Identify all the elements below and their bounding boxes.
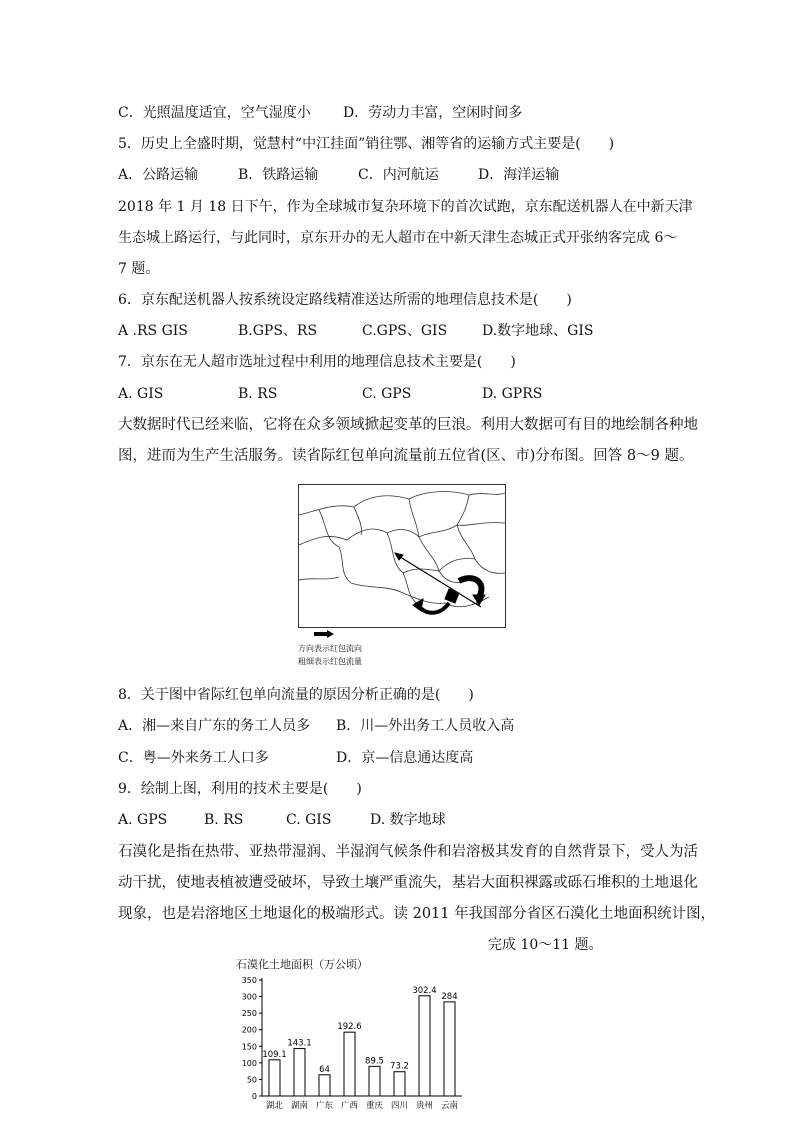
q4-option-d: D．劳动力丰富，空闲时间多 [343, 105, 523, 121]
x-tick-label: 广西 [340, 1101, 359, 1111]
passage3-line1: 石漠化是指在热带、亚热带湿润、半湿润气候条件和岩溶极其发育的自然背景下，受人为活 [118, 844, 698, 860]
q8-option-d: D．京—信息通达度高 [336, 750, 474, 766]
x-tick-label: 湖南 [290, 1101, 309, 1111]
q5-option-b: B．铁路运输 [238, 167, 319, 183]
x-tick-label: 湖北 [265, 1101, 284, 1111]
passage3-line4: 完成 10～11 题。 [488, 937, 603, 953]
q7-option-b: B. RS [238, 386, 278, 402]
q6-option-c: C.GPS、GIS [362, 323, 448, 339]
bar-value-label: 109.1 [262, 1049, 287, 1060]
q9-option-d: D. 数字地球 [370, 812, 446, 828]
bar [444, 1002, 455, 1096]
bar [294, 1049, 305, 1096]
q5-stem: 5．历史上全盛时期，觉慧村“中江挂面”销往鄂、湘等省的运输方式主要是( ) [118, 136, 615, 152]
q8-option-a: A．湘—来自广东的务工人员多 [118, 718, 311, 734]
q7-stem: 7．京东在无人超市选址过程中利用的地理信息技术主要是( ) [118, 354, 516, 370]
bar-value-label: 192.6 [337, 1022, 362, 1033]
q5-option-c: C．内河航运 [358, 167, 439, 183]
q6-option-b: B.GPS、RS [238, 323, 318, 339]
bar [269, 1060, 280, 1096]
q6-option-d: D.数字地球、GIS [482, 323, 594, 339]
bar [344, 1032, 355, 1096]
red-envelope-flow-map [298, 484, 506, 628]
y-tick-label: 250 [241, 1009, 257, 1019]
bar-value-label: 143.1 [287, 1038, 312, 1049]
boundary-west [319, 510, 351, 583]
boundary-inner-3 [457, 495, 469, 525]
q9-option-a: A. GPS [118, 812, 168, 828]
y-tick-label: 100 [241, 1058, 257, 1068]
q8-option-c: C．粤—外来务工人口多 [118, 750, 269, 766]
boundary-southwest [387, 533, 419, 605]
boundary-inner-4 [299, 577, 339, 580]
map-legend-width: 粗细表示红包流量 [298, 657, 362, 666]
legend-arrow-icon [314, 630, 334, 638]
boundary-inner-2 [354, 507, 362, 535]
boundary-east [457, 525, 505, 573]
q7-option-a: A. GIS [118, 386, 164, 402]
bar [419, 996, 430, 1096]
chart-title: 石漠化土地面积（万公顷） [236, 958, 368, 971]
q6-stem: 6．京东配送机器人按系统设定路线精准送达所需的地理信息技术是( ) [118, 292, 572, 308]
passage2-line2: 图，进而为生产生活服务。读省际红包单向流量前五位省(区、市)分布图。回答 8～9 题。 [118, 448, 694, 464]
q9-option-c: C. GIS [286, 812, 332, 828]
flow-arrow-thin [397, 555, 481, 607]
q8-stem: 8．关于图中省际红包单向流量的原因分析正确的是( ) [118, 687, 474, 703]
y-tick-label: 50 [246, 1075, 257, 1085]
q4-option-c: C．光照温度适宜，空气湿度小 [118, 105, 311, 121]
y-tick-label: 300 [241, 992, 257, 1002]
bar-value-label: 284 [441, 991, 458, 1002]
x-tick-label: 贵州 [415, 1101, 434, 1111]
map-drawing [299, 485, 505, 627]
bar [369, 1066, 380, 1096]
q7-option-c: C. GPS [362, 386, 412, 402]
x-tick-label: 重庆 [365, 1101, 384, 1111]
boundary-inner-5 [439, 559, 475, 572]
q6-option-a: A .RS GIS [118, 323, 188, 339]
bar-value-label: 89.5 [365, 1056, 384, 1067]
y-tick-label: 200 [241, 1025, 257, 1035]
boundary-north [299, 492, 505, 515]
q7-option-d: D. GPRS [482, 386, 543, 402]
bar-value-label: 73.2 [390, 1061, 409, 1072]
passage2-line1: 大数据时代已经来临，它将在众多领域掀起变革的巨浪。利用大数据可有目的地绘制各种地 [118, 417, 698, 433]
flow-arrow-thick-1 [459, 578, 481, 597]
q9-option-b: B. RS [204, 812, 244, 828]
passage1-line3: 7 题。 [118, 261, 160, 277]
bar [319, 1075, 330, 1096]
boundary-central [299, 523, 505, 545]
y-tick-label: 0 [251, 1092, 257, 1101]
q5-option-a: A．公路运输 [118, 167, 199, 183]
rocky-desertification-bar-chart [232, 972, 472, 1122]
bar [394, 1072, 405, 1096]
q5-option-d: D．海洋运输 [478, 167, 560, 183]
passage3-line2: 动干扰，使地表植被遭受破坏，导致土壤严重流失，基岩大面积裸露或砾石堆积的土地退化 [118, 875, 698, 891]
x-tick-label: 广东 [315, 1101, 334, 1111]
x-tick-label: 四川 [390, 1101, 409, 1111]
passage3-line3: 现象，也是岩溶地区土地退化的极端形式。读 2011 年我国部分省区石漠化土地面积统计图， [118, 906, 716, 922]
y-tick-label: 350 [241, 976, 257, 985]
passage1-line1: 2018 年 1 月 18 日下午，作为全球城市复杂环境下的首次试跑，京东配送机器人在中新天津 [118, 199, 693, 215]
flow-arrow-thin-head [395, 553, 403, 560]
passage1-line2: 生态城上路运行，与此同时，京东开办的无人超市在中新天津生态城正式开张纳客完成 6～ [118, 230, 678, 246]
q9-stem: 9．绘制上图，利用的技术主要是( ) [118, 781, 362, 797]
x-tick-label: 云南 [440, 1101, 459, 1111]
bar-value-label: 64 [319, 1064, 330, 1075]
q8-option-b: B．川—外出务工人员收入高 [336, 718, 515, 734]
flow-source-mark [445, 589, 459, 603]
bar-value-label: 302.4 [412, 985, 437, 996]
map-legend-direction: 方向表示红包流向 [298, 644, 362, 653]
y-tick-label: 150 [241, 1042, 257, 1052]
